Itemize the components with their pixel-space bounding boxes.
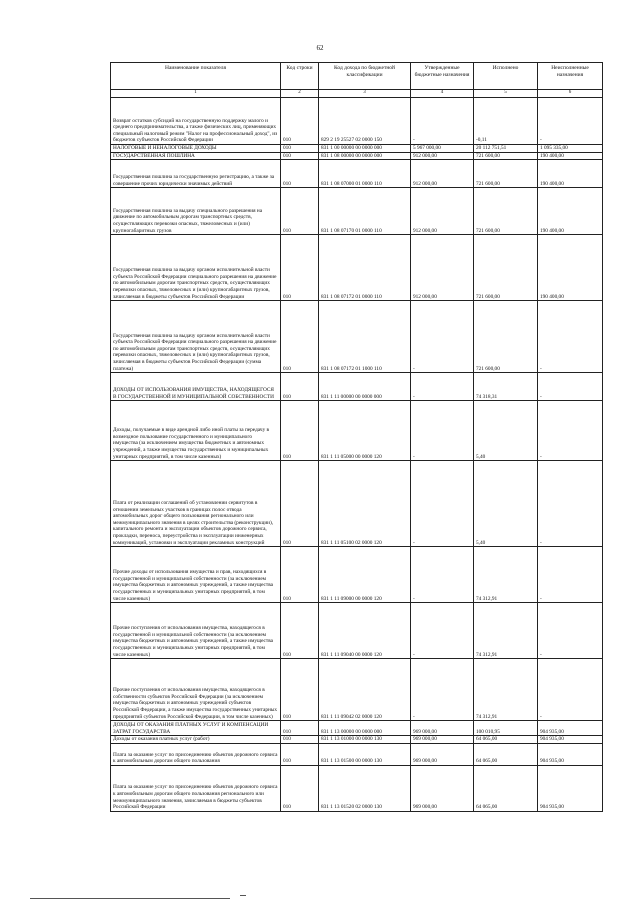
- header-unexecuted: Неисполненные назначения: [538, 63, 603, 90]
- income-code: 831 1 13 01520 02 0000 130: [319, 765, 411, 811]
- line-code: 010: [281, 145, 319, 153]
- indicator-name: Плата за оказание услуг по присоединению объектов дорожного сервиса к автомобильным дорогам общего пользования: [111, 743, 281, 765]
- budget-execution-table: [110, 62, 603, 812]
- executed-amount: 5,40: [474, 461, 538, 547]
- column-number: 1: [111, 90, 281, 98]
- executed-amount: 721 600,00: [474, 235, 538, 301]
- column-number: 3: [319, 90, 411, 98]
- approved-amount: -: [411, 603, 474, 659]
- footer-divider-tick: [240, 895, 246, 896]
- indicator-name: ГОСУДАРСТВЕННАЯ ПОШЛИНА: [111, 152, 281, 160]
- table-row: [111, 301, 603, 373]
- income-code: 831 1 11 09040 00 0000 120: [319, 603, 411, 659]
- page-number: 62: [316, 44, 324, 52]
- table-row: [111, 547, 603, 603]
- header-approved: Утвержденные бюджетные назначения: [411, 63, 474, 90]
- line-code: 010: [281, 301, 319, 373]
- table-row: [111, 736, 603, 744]
- unexecuted-amount: -: [538, 603, 603, 659]
- income-code: 831 1 08 07172 01 0000 110: [319, 235, 411, 301]
- indicator-name: Государственная пошлина за выдачу органом исполнительной власти субъекта Российской Федерации специального разрешения на движение по автомобильным дорогам транспортных средств, осуществляющих перевозки опасных, тяжеловесных и (или) крупногабаритных грузов, зачисляемая в бюджеты субъектов Российской Федерации: [111, 235, 281, 301]
- indicator-name: Прочие поступления от использования имущества, находящегося в государственной и муниципальной собственности (за исключением имущества бюджетных и автономных учреждений, а также имущества государственных и муниципальных унитарных предприятий, в том числе казенных): [111, 603, 281, 659]
- unexecuted-amount: 904 935,00: [538, 765, 603, 811]
- column-number: 2: [281, 90, 319, 98]
- income-code: 831 1 00 00000 00 0000 000: [319, 145, 411, 153]
- approved-amount: 5 967 000,00: [411, 145, 474, 153]
- executed-amount: 64 065,00: [474, 765, 538, 811]
- approved-amount: 969 000,00: [411, 765, 474, 811]
- income-code: 831 1 13 01000 00 0000 130: [319, 736, 411, 744]
- unexecuted-amount: 904 935,00: [538, 721, 603, 736]
- header-executed: Исполнено: [474, 63, 538, 90]
- line-code: 010: [281, 373, 319, 401]
- indicator-name: Государственная пошлина за выдачу органом исполнительной власти субъекта Российской Федерации специального разрешения на движение по автомобильным дорогам транспортных средств, осуществляющих перевозки опасных, тяжеловесных и (или) крупногабаритных грузов, зачисляемая в бюджеты субъектов Российской Федерации (сумма платежа): [111, 301, 281, 373]
- executed-amount: 74 312,91: [474, 659, 538, 721]
- indicator-name: Государственная пошлина за государственную регистрацию, а также за совершение прочих юридически значимых действий: [111, 160, 281, 188]
- indicator-name: Плата от реализации соглашений об установлении сервитутов в отношении земельных участков в границах полос отвода автомобильных дорог общего пользования регионального или межмуниципального значения в целях строительства (реконструкции), капитального ремонта и эксплуатации объектов дорожного сервиса, прокладки, переноса, переустройства и эксплуатации инженерных коммуникаций, установки и эксплуатации рекламных конструкций: [111, 461, 281, 547]
- line-code: 010: [281, 743, 319, 765]
- header-indicator-name: Наименование показателя: [111, 63, 281, 90]
- indicator-name: Прочие доходы от использования имущества и прав, находящихся в государственной и муниципальной собственности (за исключением имущества бюджетных и автономных учреждений, а также имущества государственных и муниципальных унитарных предприятий, в том числе казенных): [111, 547, 281, 603]
- indicator-name: Плата за оказание услуг по присоединению объектов дорожного сервиса к автомобильным дорогам общего пользования регионального или межмуниципального значения, зачисляемая в бюджеты субъектов Российской Федерации: [111, 765, 281, 811]
- line-code: 010: [281, 547, 319, 603]
- income-code: 831 1 11 05000 00 0000 120: [319, 401, 411, 461]
- table-row: [111, 603, 603, 659]
- table-row: [111, 765, 603, 811]
- income-code: 831 1 08 00000 00 0000 000: [319, 152, 411, 160]
- line-code: 010: [281, 603, 319, 659]
- indicator-name: Доходы, получаемые в виде арендной либо иной платы за передачу в возмездное пользование государственного и муниципального имущества (за исключением имущества бюджетных и автономных учреждений, а также имущества государственных и муниципальных унитарных предприятий, в том числе казенных): [111, 401, 281, 461]
- executed-amount: 100 010,95: [474, 721, 538, 736]
- unexecuted-amount: -: [538, 547, 603, 603]
- table-row: [111, 188, 603, 235]
- income-code: 831 1 11 00000 00 0000 000: [319, 373, 411, 401]
- line-code: 010: [281, 721, 319, 736]
- footer-divider: [30, 898, 230, 899]
- column-number-row: [111, 90, 603, 98]
- approved-amount: -: [411, 98, 474, 145]
- income-code: 831 1 13 00000 00 0000 000: [319, 721, 411, 736]
- table-row: [111, 152, 603, 160]
- indicator-name: ДОХОДЫ ОТ ИСПОЛЬЗОВАНИЯ ИМУЩЕСТВА, НАХОДЯЩЕГОСЯ В ГОСУДАРСТВЕННОЙ И МУНИЦИПАЛЬНОЙ СОБСТВЕННОСТИ: [111, 373, 281, 401]
- unexecuted-amount: 190 400,00: [538, 160, 603, 188]
- executed-amount: 721 600,00: [474, 301, 538, 373]
- approved-amount: 912 000,00: [411, 160, 474, 188]
- table-row: [111, 98, 603, 145]
- indicator-name: Прочие поступления от использования имущества, находящегося в собственности субъектов Российской Федерации (за исключением имущества бюджетных и автономных учреждений субъектов Российской Федерации, а также имущества государственных унитарных предприятий субъектов Российской Федерации, в том числе казенных): [111, 659, 281, 721]
- unexecuted-amount: -: [538, 373, 603, 401]
- unexecuted-amount: 1 095 335,00: [538, 145, 603, 153]
- executed-amount: 721 600,00: [474, 152, 538, 160]
- table-row: [111, 659, 603, 721]
- approved-amount: 912 000,00: [411, 235, 474, 301]
- executed-amount: 74 312,91: [474, 603, 538, 659]
- table-row: [111, 401, 603, 461]
- executed-amount: -0,11: [474, 98, 538, 145]
- approved-amount: -: [411, 659, 474, 721]
- income-code: 831 1 11 05100 02 0000 120: [319, 461, 411, 547]
- header-income-code: Код дохода по бюджетной классификации: [319, 63, 411, 90]
- approved-amount: -: [411, 401, 474, 461]
- executed-amount: 5,40: [474, 401, 538, 461]
- column-number: 5: [474, 90, 538, 98]
- approved-amount: 969 000,00: [411, 736, 474, 744]
- table-row: [111, 721, 603, 736]
- executed-amount: 64 065,00: [474, 743, 538, 765]
- unexecuted-amount: -: [538, 98, 603, 145]
- income-code: 831 1 13 01500 00 0000 130: [319, 743, 411, 765]
- line-code: 010: [281, 152, 319, 160]
- income-code: 831 1 08 07000 01 0000 110: [319, 160, 411, 188]
- line-code: 010: [281, 401, 319, 461]
- approved-amount: -: [411, 373, 474, 401]
- approved-amount: 969 000,00: [411, 743, 474, 765]
- unexecuted-amount: -: [538, 659, 603, 721]
- unexecuted-amount: 190 400,00: [538, 188, 603, 235]
- unexecuted-amount: 190 400,00: [538, 235, 603, 301]
- table-row: [111, 235, 603, 301]
- approved-amount: -: [411, 301, 474, 373]
- indicator-name: Доходы от оказания платных услуг (работ): [111, 736, 281, 744]
- table-row: [111, 743, 603, 765]
- line-code: 010: [281, 98, 319, 145]
- executed-amount: 20 112 751,51: [474, 145, 538, 153]
- approved-amount: -: [411, 461, 474, 547]
- column-number: 4: [411, 90, 474, 98]
- table-row: [111, 461, 603, 547]
- line-code: 010: [281, 461, 319, 547]
- line-code: 010: [281, 188, 319, 235]
- line-code: 010: [281, 736, 319, 744]
- indicator-name: ДОХОДЫ ОТ ОКАЗАНИЯ ПЛАТНЫХ УСЛУГ И КОМПЕНСАЦИИ ЗАТРАТ ГОСУДАРСТВА: [111, 721, 281, 736]
- approved-amount: 969 000,00: [411, 721, 474, 736]
- line-code: 010: [281, 765, 319, 811]
- approved-amount: 912 000,00: [411, 152, 474, 160]
- unexecuted-amount: -: [538, 301, 603, 373]
- income-code: 829 2 19 25527 02 0000 150: [319, 98, 411, 145]
- unexecuted-amount: -: [538, 461, 603, 547]
- header-line-code: Код строки: [281, 63, 319, 90]
- indicator-name: Возврат остатков субсидий на государственную поддержку малого и среднего предпринимательства, а также физических лиц, применяющих специальный налоговый режим "Налог на профессиональный доход", из бюджетов субъектов Российской Федерации: [111, 98, 281, 145]
- approved-amount: 912 000,00: [411, 188, 474, 235]
- unexecuted-amount: 904 935,00: [538, 743, 603, 765]
- income-code: 831 1 11 09042 02 0000 120: [319, 659, 411, 721]
- line-code: 010: [281, 235, 319, 301]
- approved-amount: -: [411, 547, 474, 603]
- indicator-name: Государственная пошлина за выдачу специального разрешения на движение по автомобильным дорогам транспортных средств, осуществляющих перевозки опасных, тяжеловесных и (или) крупногабаритных грузов: [111, 188, 281, 235]
- table-row: [111, 160, 603, 188]
- unexecuted-amount: -: [538, 401, 603, 461]
- line-code: 010: [281, 659, 319, 721]
- column-number: 6: [538, 90, 603, 98]
- executed-amount: 64 065,00: [474, 736, 538, 744]
- unexecuted-amount: 190 400,00: [538, 152, 603, 160]
- executed-amount: 74 312,91: [474, 547, 538, 603]
- table-row: [111, 145, 603, 153]
- income-code: 831 1 08 07172 01 1000 110: [319, 301, 411, 373]
- executed-amount: 721 600,00: [474, 188, 538, 235]
- executed-amount: 721 600,00: [474, 160, 538, 188]
- unexecuted-amount: 904 935,00: [538, 736, 603, 744]
- table-header-row: [111, 63, 603, 90]
- income-code: 831 1 11 09000 00 0000 120: [319, 547, 411, 603]
- indicator-name: НАЛОГОВЫЕ И НЕНАЛОГОВЫЕ ДОХОДЫ: [111, 145, 281, 153]
- line-code: 010: [281, 160, 319, 188]
- income-code: 831 1 08 07170 01 0000 110: [319, 188, 411, 235]
- table-row: [111, 373, 603, 401]
- executed-amount: 74 318,31: [474, 373, 538, 401]
